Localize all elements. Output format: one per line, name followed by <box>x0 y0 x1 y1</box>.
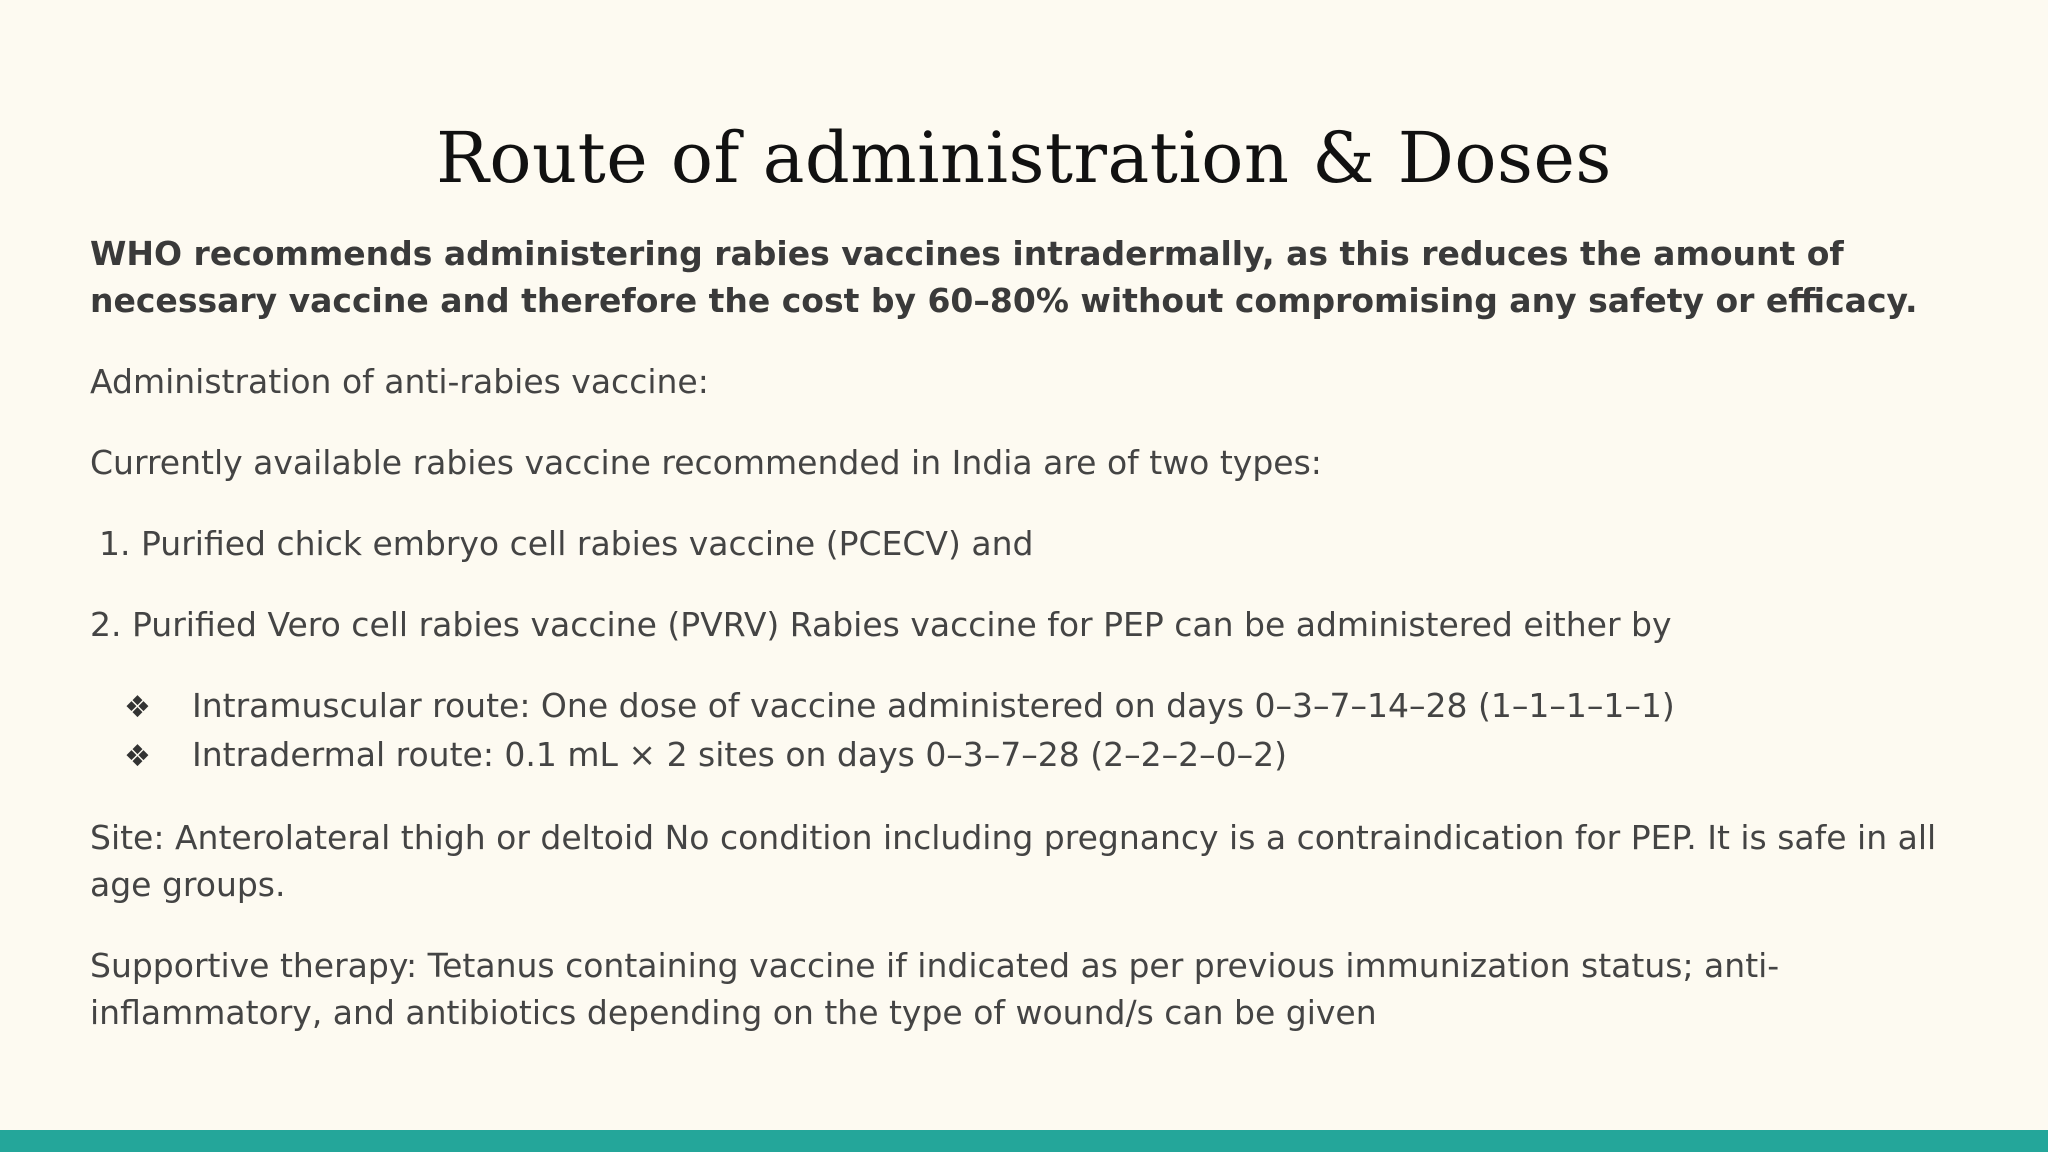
vaccine-type-1: 1. Purified chick embryo cell rabies vaccine (PCECV) and <box>99 524 1034 563</box>
slide-title: Route of administration & Doses <box>436 116 1612 199</box>
route-item-intramuscular <box>90 682 1970 731</box>
diamond-fleuron-icon: ❖ <box>124 739 151 774</box>
supportive-therapy-paragraph: Supportive therapy: Tetanus containing vaccine if indicated as per previous immunization status; anti-inflammatory, and antibiotics depending on the type of wound/s can be given <box>90 946 1780 1032</box>
route-list <box>90 682 1970 780</box>
route-text: Intradermal route: 0.1 mL × 2 sites on days 0–3–7–28 (2–2–2–0–2) <box>192 735 1288 774</box>
slide-content <box>90 230 1970 1070</box>
lead-paragraph: WHO recommends administering rabies vaccines intradermally, as this reduces the amount of necessary vaccine and therefore the cost by 60–80% without compromising any safety or efficacy. <box>90 234 1918 320</box>
route-item-intradermal <box>90 731 1970 780</box>
vaccine-types-intro: Currently available rabies vaccine recommended in India are of two types: <box>90 443 1322 482</box>
diamond-fleuron-icon: ❖ <box>124 690 151 725</box>
site-paragraph: Site: Anterolateral thigh or deltoid No condition including pregnancy is a contraindication for PEP. It is safe in all age groups. <box>90 818 1937 904</box>
footer-accent-bar <box>0 1130 2048 1152</box>
route-text: Intramuscular route: One dose of vaccine administered on days 0–3–7–14–28 (1–1–1–1–1) <box>192 686 1675 725</box>
vaccine-type-2: 2. Purified Vero cell rabies vaccine (PVRV) Rabies vaccine for PEP can be administered either by <box>90 605 1672 644</box>
administration-heading: Administration of anti-rabies vaccine: <box>90 362 709 401</box>
